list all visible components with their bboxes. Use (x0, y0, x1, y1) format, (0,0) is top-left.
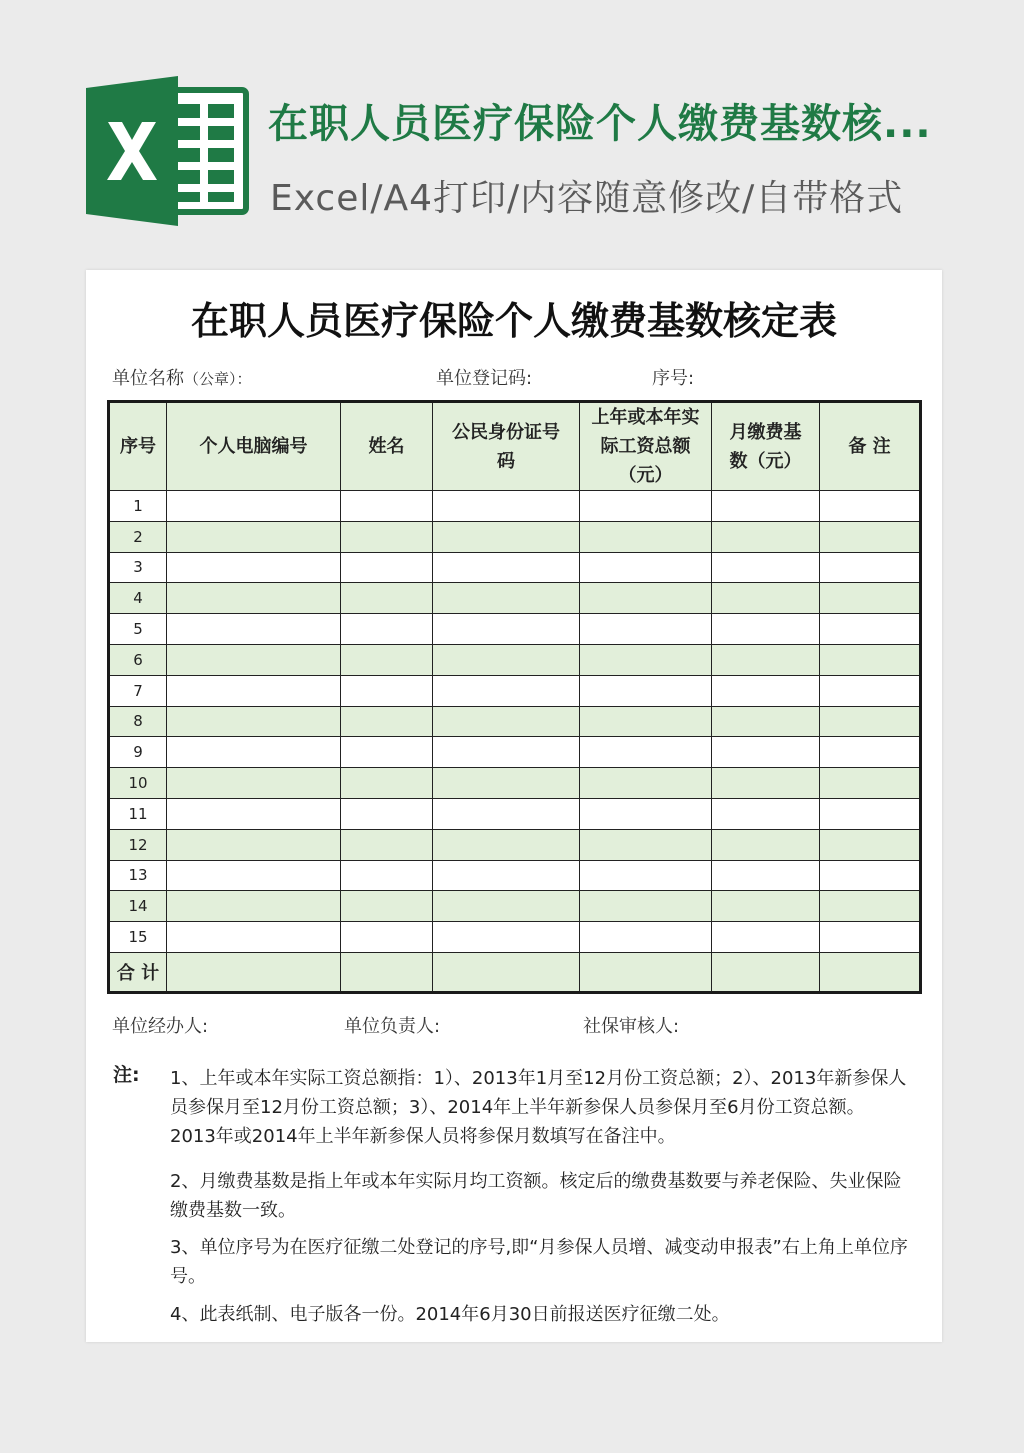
total-cell[interactable] (433, 952, 580, 992)
table-header-row (109, 402, 921, 491)
table-cell[interactable] (433, 521, 580, 552)
table-cell[interactable] (433, 829, 580, 860)
table-cell[interactable] (820, 829, 921, 860)
table-cell[interactable] (167, 614, 341, 645)
table-cell[interactable] (341, 491, 433, 522)
table-cell[interactable] (712, 737, 820, 768)
table-cell[interactable] (580, 706, 712, 737)
table-cell[interactable] (341, 798, 433, 829)
table-cell[interactable] (433, 552, 580, 583)
leader-label: 单位负责人: (344, 1016, 441, 1037)
table-cell[interactable] (433, 922, 580, 953)
table-cell[interactable] (580, 583, 712, 614)
table-cell[interactable] (167, 922, 341, 953)
table-row (109, 737, 921, 768)
table-cell[interactable] (820, 675, 921, 706)
table-cell[interactable] (712, 860, 820, 891)
table-row (109, 552, 921, 583)
total-cell[interactable] (820, 952, 921, 992)
unit-name-field (112, 364, 252, 390)
header-pc-id: 个人电脑编号 (167, 402, 341, 491)
row-seq-cell: 10 (109, 768, 167, 799)
document-sheet (86, 270, 942, 1342)
table-row (109, 521, 921, 552)
table-cell[interactable] (712, 675, 820, 706)
table-cell[interactable] (433, 491, 580, 522)
table-row (109, 491, 921, 522)
header-monthly-base: 月缴费基数（元） (712, 402, 820, 491)
header-id-number: 公民身份证号码 (433, 402, 580, 491)
table-cell[interactable] (820, 737, 921, 768)
table-body (109, 491, 921, 993)
banner (0, 0, 1024, 250)
table-cell[interactable] (820, 552, 921, 583)
header-seq: 序号 (109, 402, 167, 491)
table-cell[interactable] (712, 891, 820, 922)
seq-label: 序号: (652, 368, 695, 389)
table-cell[interactable] (433, 768, 580, 799)
unit-name-label: 单位名称 (112, 368, 184, 389)
unit-name-note: （公章）： (184, 370, 252, 388)
table-cell[interactable] (580, 644, 712, 675)
table-cell[interactable] (167, 706, 341, 737)
table-cell[interactable] (341, 891, 433, 922)
table-cell[interactable] (580, 829, 712, 860)
table-cell[interactable] (341, 860, 433, 891)
table-cell[interactable] (712, 491, 820, 522)
table-cell[interactable] (341, 675, 433, 706)
total-row (109, 952, 921, 992)
table-cell[interactable] (580, 614, 712, 645)
row-seq-cell: 5 (109, 614, 167, 645)
total-cell[interactable] (341, 952, 433, 992)
table-row (109, 829, 921, 860)
table-cell[interactable] (167, 491, 341, 522)
note-item-1: 1、上年或本年实际工资总额指：1）、2013年1月至12月份工资总额；2）、2013年新参保人员参保月至12月份工资总额；3）、2014年上半年新参保人员参保月至6月份工资总额。2013年或2014年上半年新参保人员将参保月数填写在备注中。 (170, 1068, 907, 1147)
row-seq-cell: 15 (109, 922, 167, 953)
table-cell[interactable] (712, 706, 820, 737)
row-seq-cell: 2 (109, 521, 167, 552)
table-cell[interactable] (167, 891, 341, 922)
table-cell[interactable] (167, 860, 341, 891)
table-cell[interactable] (341, 614, 433, 645)
total-cell[interactable] (712, 952, 820, 992)
table-cell[interactable] (820, 798, 921, 829)
table-cell[interactable] (167, 737, 341, 768)
table-cell[interactable] (580, 768, 712, 799)
table-cell[interactable] (820, 706, 921, 737)
table-cell[interactable] (580, 737, 712, 768)
table-cell[interactable] (341, 583, 433, 614)
auditor-label: 社保审核人: (583, 1016, 680, 1037)
table-cell[interactable] (820, 644, 921, 675)
table-cell[interactable] (433, 860, 580, 891)
table-row (109, 614, 921, 645)
table-cell[interactable] (341, 644, 433, 675)
table-cell[interactable] (712, 768, 820, 799)
table-cell[interactable] (433, 614, 580, 645)
table-cell[interactable] (580, 552, 712, 583)
header-remark: 备 注 (820, 402, 921, 491)
note-item-2: 2、月缴费基数是指上年或本年实际月均工资额。核定后的缴费基数要与养老保险、失业保险缴费基数一致。 (170, 1171, 902, 1221)
table-cell[interactable] (167, 552, 341, 583)
table-cell[interactable] (167, 768, 341, 799)
table-cell[interactable] (712, 798, 820, 829)
total-label: 合 计 (109, 952, 167, 992)
table-cell[interactable] (580, 491, 712, 522)
table-cell[interactable] (341, 922, 433, 953)
table-cell[interactable] (433, 737, 580, 768)
table-row (109, 891, 921, 922)
row-seq-cell: 1 (109, 491, 167, 522)
table-cell[interactable] (712, 644, 820, 675)
table-cell[interactable] (167, 644, 341, 675)
table-cell[interactable] (341, 768, 433, 799)
table-cell[interactable] (433, 798, 580, 829)
table-cell[interactable] (580, 798, 712, 829)
table-cell[interactable] (167, 521, 341, 552)
table-cell[interactable] (712, 552, 820, 583)
note-item-3: 3、单位序号为在医疗征缴二处登记的序号,即“月参保人员增、减变动申报表”右上角上单位序号。 (170, 1237, 908, 1287)
banner-subtitle: Excel/A4打印/内容随意修改/自带格式 (270, 178, 904, 219)
table-cell[interactable] (341, 552, 433, 583)
table-cell[interactable] (712, 922, 820, 953)
table-cell[interactable] (712, 614, 820, 645)
table-row (109, 644, 921, 675)
table-row (109, 860, 921, 891)
table-cell[interactable] (580, 891, 712, 922)
table-row (109, 583, 921, 614)
table-row (109, 768, 921, 799)
row-seq-cell: 8 (109, 706, 167, 737)
table-cell[interactable] (580, 675, 712, 706)
header-name: 姓名 (341, 402, 433, 491)
row-seq-cell: 14 (109, 891, 167, 922)
table-cell[interactable] (820, 521, 921, 552)
row-seq-cell: 9 (109, 737, 167, 768)
table-cell[interactable] (580, 922, 712, 953)
table-row (109, 675, 921, 706)
row-seq-cell: 6 (109, 644, 167, 675)
table-cell[interactable] (341, 737, 433, 768)
row-seq-cell: 7 (109, 675, 167, 706)
table-cell[interactable] (167, 829, 341, 860)
table-cell[interactable] (820, 922, 921, 953)
table-cell[interactable] (433, 675, 580, 706)
table-cell[interactable] (820, 891, 921, 922)
document-title: 在职人员医疗保险个人缴费基数核定表 (190, 299, 837, 343)
table-cell[interactable] (820, 860, 921, 891)
table-cell[interactable] (820, 768, 921, 799)
total-cell[interactable] (580, 952, 712, 992)
table-row (109, 706, 921, 737)
total-cell[interactable] (167, 952, 341, 992)
table-cell[interactable] (167, 798, 341, 829)
row-seq-cell: 11 (109, 798, 167, 829)
row-seq-cell: 13 (109, 860, 167, 891)
table-cell[interactable] (433, 644, 580, 675)
banner-title: 在职人员医疗保险个人缴费基数核... (268, 101, 932, 147)
notes-label: 注: (113, 1064, 140, 1086)
table-row (109, 798, 921, 829)
table-cell[interactable] (712, 521, 820, 552)
handler-label: 单位经办人: (112, 1016, 209, 1037)
table-cell[interactable] (341, 521, 433, 552)
table-cell[interactable] (167, 583, 341, 614)
table-cell[interactable] (820, 614, 921, 645)
table-cell[interactable] (167, 675, 341, 706)
excel-logo-icon (86, 76, 250, 226)
row-seq-cell: 4 (109, 583, 167, 614)
unit-code-label: 单位登记码: (436, 368, 533, 389)
table-cell[interactable] (820, 583, 921, 614)
table-cell[interactable] (341, 706, 433, 737)
note-item-4: 4、此表纸制、电子版各一份。2014年6月30日前报送医疗征缴二处。 (170, 1304, 730, 1325)
table-cell[interactable] (433, 706, 580, 737)
table-cell[interactable] (712, 583, 820, 614)
table-row (109, 922, 921, 953)
table-cell[interactable] (580, 521, 712, 552)
table-cell[interactable] (433, 583, 580, 614)
table-cell[interactable] (433, 891, 580, 922)
row-seq-cell: 12 (109, 829, 167, 860)
contribution-table (107, 400, 922, 994)
table-cell[interactable] (580, 860, 712, 891)
table-cell[interactable] (820, 491, 921, 522)
table-cell[interactable] (341, 829, 433, 860)
header-wage-total: 上年或本年实际工资总额（元） (580, 402, 712, 491)
row-seq-cell: 3 (109, 552, 167, 583)
table-cell[interactable] (712, 829, 820, 860)
